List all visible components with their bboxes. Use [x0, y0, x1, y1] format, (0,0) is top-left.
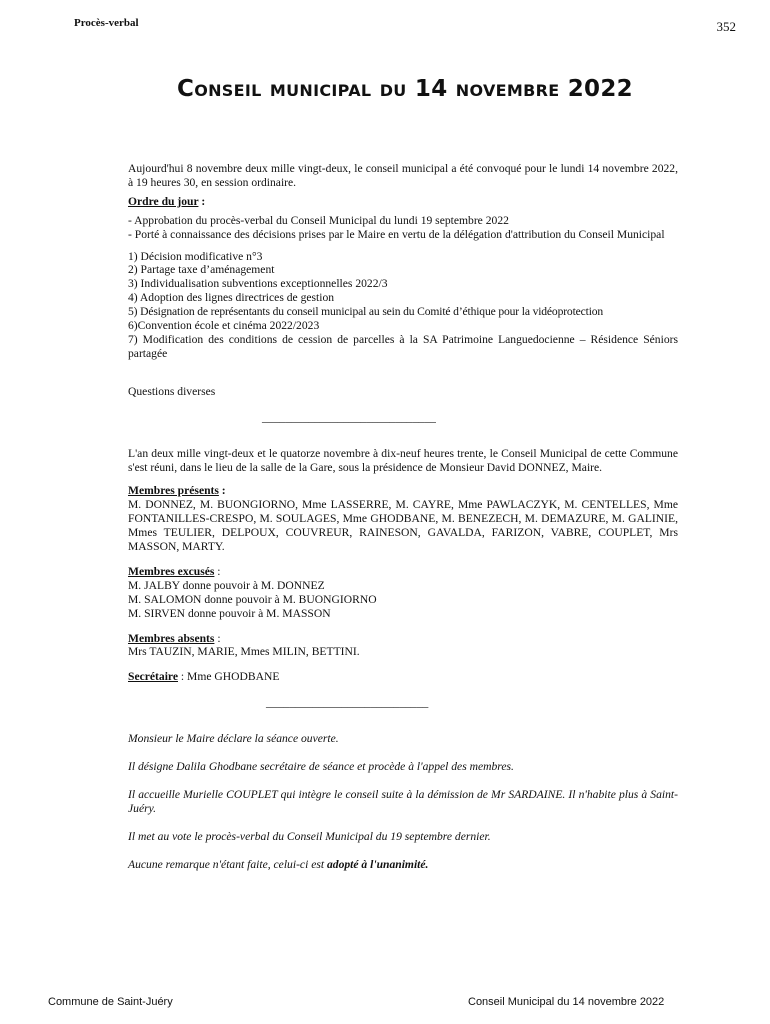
document-title: Conseil municipal du 14 novembre 2022 [177, 76, 633, 102]
agenda-item: 2) Partage taxe d’aménagement [128, 263, 275, 277]
intro-paragraph: Aujourd'hui 8 novembre deux mille vingt-deux, le conseil municipal a été convoqué pour le lundi 14 novembre 2022, à 19 heures 30, en session ordinaire. [128, 162, 678, 189]
questions-diverses: Questions diverses [128, 384, 216, 398]
secretary-heading: Secrétaire [128, 670, 178, 684]
agenda-numbered-list [128, 250, 678, 361]
separator-line: ______________________________ [262, 410, 436, 424]
vote-result-bold: adopté à l'unanimité. [326, 857, 429, 871]
header-label: Procès-verbal [74, 17, 139, 29]
secretary-name: : Mme GHODBANE [178, 670, 280, 684]
absent-heading [128, 632, 678, 646]
excused-heading-label: Membres excusés [128, 564, 215, 578]
present-names: M. DONNEZ, M. BUONGIORNO, Mme LASSERRE, M. CAYRE, Mme PAWLACZYK, M. CENTELLES, Mme FONTANILLES-CRESPO, M. SOULAGES, Mme GHODBANE, M. BENEZECH, M. DEMAZURE, M. GALINIE, Mmes TEULIER, DELPOUX, COUVREUR, RAINESON, GAVALDA, FARIZON, VABRE, COUPLET, Mrs MASSON, MARTY. [128, 498, 678, 554]
agenda-item: - Approbation du procès-verbal du Conseil Municipal du lundi 19 septembre 2022 [128, 213, 509, 227]
agenda-item: 5) Désignation de représentants du conseil municipal au sein du Comité d’éthique pour la vidéoprotection [128, 305, 604, 319]
vote-result [128, 858, 678, 872]
absent-heading-colon: : [214, 631, 221, 645]
footer-commune: Commune de Saint-Juéry [48, 996, 173, 1008]
agenda-item: - Porté à connaissance des décisions prises par le Maire en vertu de la délégation d'attribution du Conseil Municipal [128, 227, 665, 241]
agenda-heading-colon: : [198, 194, 206, 208]
document-body [128, 162, 678, 872]
excused-line: M. SIRVEN donne pouvoir à M. MASSON [128, 606, 331, 620]
footer-meeting: Conseil Municipal du 14 novembre 2022 [468, 996, 665, 1008]
secretary-line [128, 670, 678, 684]
agenda-item: 4) Adoption des lignes directrices de gestion [128, 291, 335, 305]
present-heading-colon: : [218, 484, 226, 498]
page-number: 352 [716, 19, 736, 34]
proceeding-text: Il met au vote le procès-verbal du Conseil Municipal du 19 septembre dernier. [128, 829, 491, 843]
separator-line-2: ____________________________ [266, 696, 429, 710]
vote-result-text: Aucune remarque n'étant faite, celui-ci est [128, 857, 327, 871]
agenda-item: 3) Individualisation subventions exceptionnelles 2022/3 [128, 277, 388, 291]
agenda-item: 1) Décision modificative n°3 [128, 249, 263, 263]
agenda-dash-list [128, 214, 678, 242]
agenda-heading [128, 195, 678, 209]
excused-line: M. SALOMON donne pouvoir à M. BUONGIORNO [128, 592, 377, 606]
agenda-heading-label: Ordre du jour [128, 194, 199, 208]
meeting-paragraph: L'an deux mille vingt-deux et le quatorze novembre à dix-neuf heures trente, le Conseil Municipal de cette Commune s'est réuni, dans le lieu de la salle de la Gare, sous la présidence de Monsieur David DONNEZ, Maire. [128, 446, 678, 474]
excused-heading-colon: : [214, 564, 221, 578]
agenda-item: 6)Convention école et cinéma 2022/2023 [128, 319, 320, 333]
present-heading-label: Membres présents [128, 484, 219, 498]
proceeding-text: Monsieur le Maire déclare la séance ouverte. [128, 732, 339, 746]
proceeding-text: Il désigne Dalila Ghodbane secrétaire de séance et procède à l'appel des membres. [128, 760, 514, 774]
agenda-item: 7) Modification des conditions de cession de parcelles à la SA Patrimoine Languedocienne – Résidence Séniors partagée [128, 332, 678, 360]
absent-names: Mrs TAUZIN, MARIE, Mmes MILIN, BETTINI. [128, 645, 360, 659]
proceeding-text: Il accueille Murielle COUPLET qui intègre le conseil suite à la démission de Mr SARDAINE. Il n'habite plus à Saint-Juéry. [128, 788, 678, 815]
excused-heading [128, 565, 678, 579]
excused-line: M. JALBY donne pouvoir à M. DONNEZ [128, 578, 325, 592]
absent-heading-label: Membres absents [128, 631, 215, 645]
present-heading [128, 484, 678, 498]
